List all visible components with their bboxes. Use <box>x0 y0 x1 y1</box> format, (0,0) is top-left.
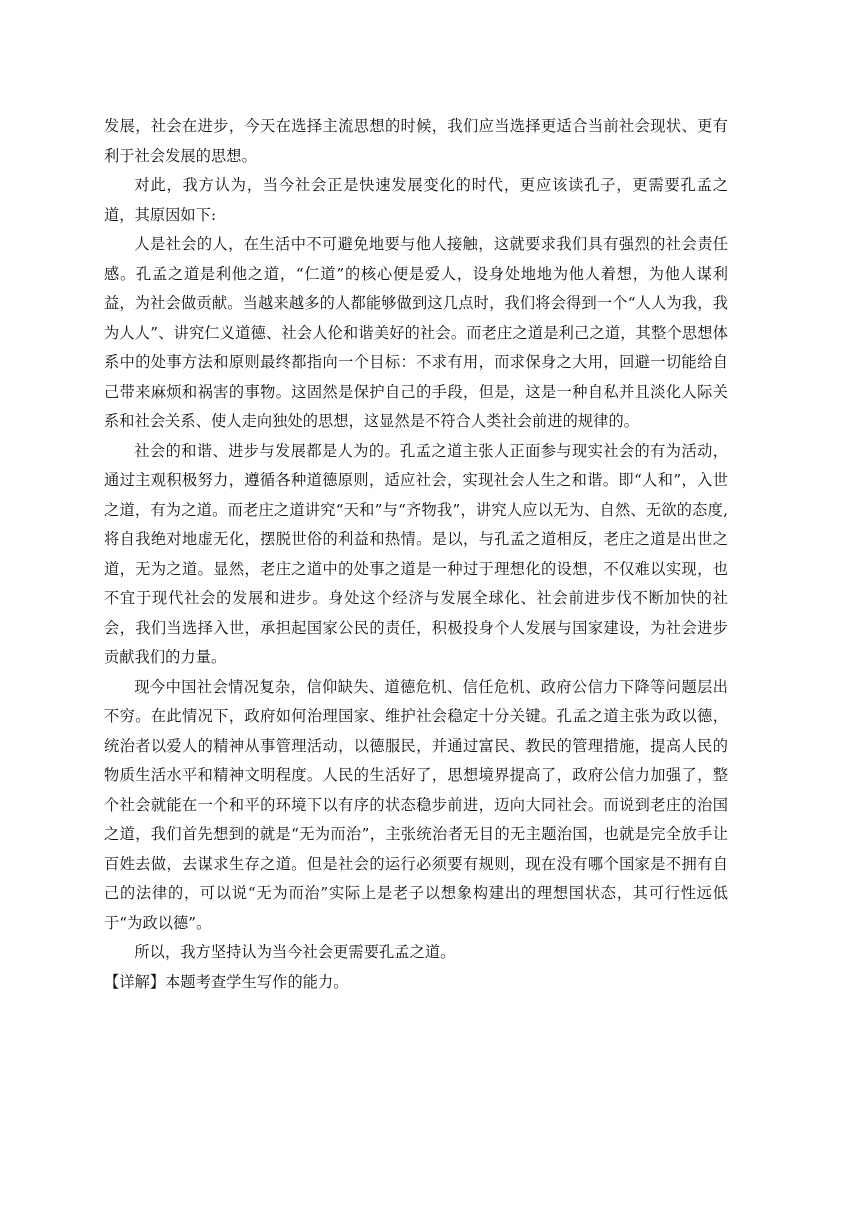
paragraph-argument-governance: 现今中国社会情况复杂，信仰缺失、道德危机、信任危机、政府公信力下降等问题层出不穷。在此情况下，政府如何治理国家、维护社会稳定十分关键。孔孟之道主张为政以德，统治者以爱人的精神从事管理活动，以德服民，并通过富民、教民的管理措施，提高人民的物质生活水平和精神文明程度。人民的生活好了，思想境界提高了，政府公信力加强了，整个社会就能在一个和平的环境下以有序的状态稳步前进，迈向大同社会。而说到老庄的治国之道，我们首先想到的就是“无为而治”，主张统治者无目的无主题治国，也就是完全放手让百姓去做，去谋求生存之道。但是社会的运行必须要有规则，现在没有哪个国家是不拥有自己的法律的，可以说“无为而治”实际上是老子以想象构建出的理想国状态，其可行性远低于“为政以德”。 <box>104 677 728 932</box>
paragraph-conclusion: 所以，我方坚持认为当今社会更需要孔孟之道。 <box>134 943 456 961</box>
paragraph-argument-social-responsibility: 人是社会的人，在生活中不可避免地要与他人接触，这就要求我们具有强烈的社会责任感。孔孟之道是利他之道，“仁道”的核心便是爱人，设身处地地为他人着想，为他人谋利益，为社会做贡献。当越来越多的人都能够做到这几点时，我们将会得到一个“人人为我，我为人人”、讲究仁义道德、社会人伦和谐美好的社会。而老庄之道是利己之道，其整个思想体系中的处事方法和原则最终都指向一个目标：不求有用，而求保身之大用，回避一切能给自己带来麻烦和祸害的事物。这固然是保护自己的手段，但是，这是一种自私并且淡化人际关系和社会关系、使人走向独处的思想，这显然是不符合人类社会前进的规律的。 <box>104 235 728 430</box>
paragraph-continuation: 发展，社会在进步，今天在选择主流思想的时候，我们应当选择更适合当前社会现状、更有利于社会发展的思想。 <box>104 117 728 165</box>
explanation-label: 【详解】本题考查学生写作的能力。 <box>104 972 349 991</box>
paragraph-argument-social-progress: 社会的和谐、进步与发展都是人为的。孔孟之道主张人正面参与现实社会的有为活动，通过主观积极努力，遵循各种道德原则，适应社会，实现社会人生之和谐。即“人和”，入世之道，有为之道。而老庄之道讲究“天和”与“齐物我”，讲究人应以无为、自然、无欲的态度,将自我绝对地虚无化，摆脱世俗的利益和热情。是以，与孔孟之道相反，老庄之道是出世之道，无为之道。显然，老庄之道中的处事之道是一种过于理想化的设想，不仅难以实现，也不宜于现代社会的发展和进步。身处这个经济与发展全球化、社会前进步伐不断加快的社会，我们当选择入世，承担起国家公民的责任，积极投身个人发展与国家建设，为社会进步贡献我们的力量。 <box>104 441 728 666</box>
document-body <box>104 112 728 997</box>
paragraph-position: 对此，我方认为，当今社会正是快速发展变化的时代，更应该读孔子，更需要孔孟之道，其原因如下: <box>104 176 728 224</box>
